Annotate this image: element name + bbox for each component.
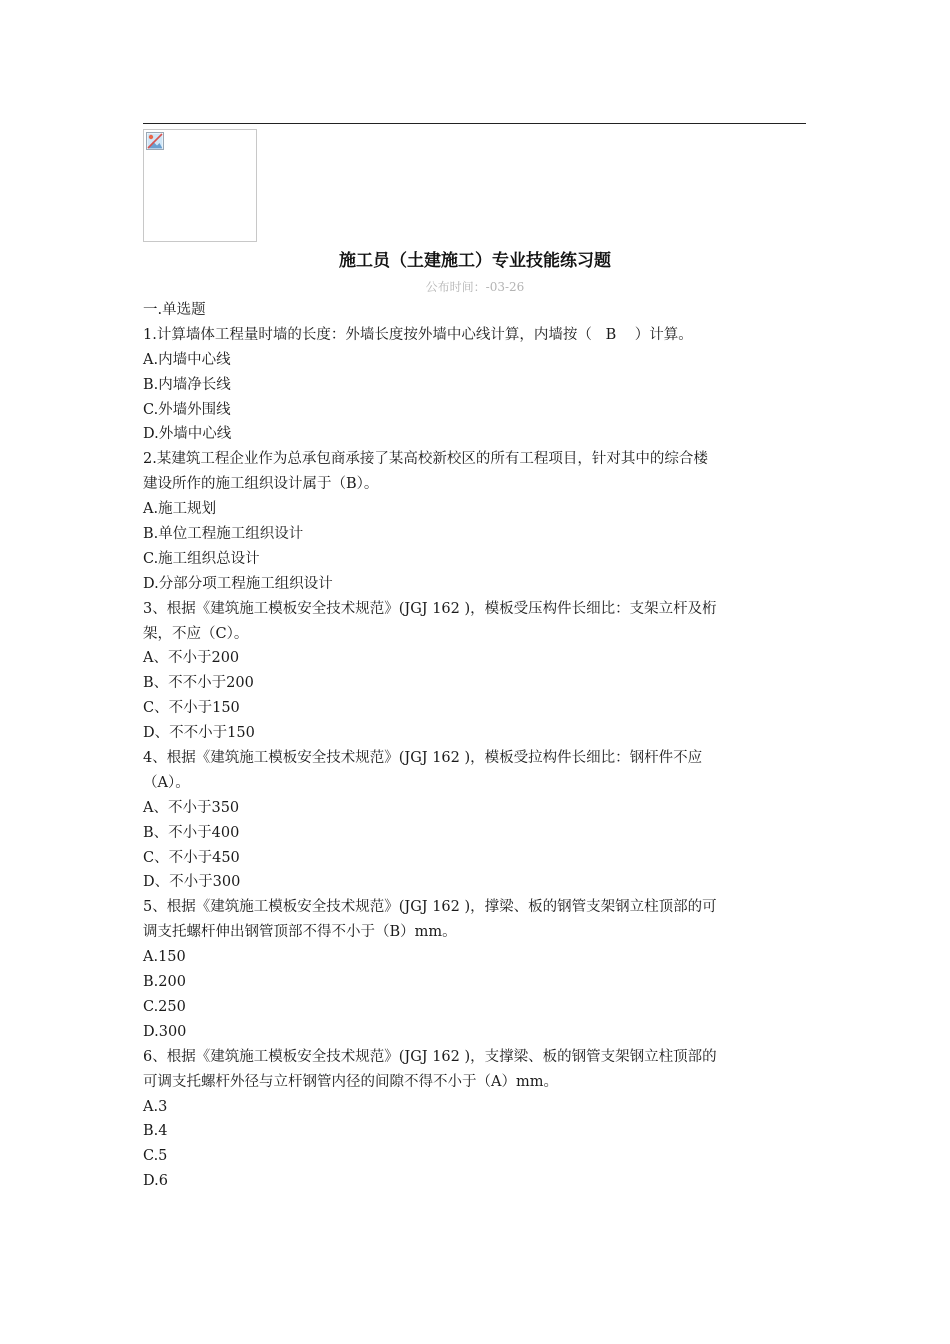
option-item: B、不不小于200 [143,675,254,692]
image-placeholder [143,129,257,242]
question-text: 1.计算墙体工程量时墙的长度：外墙长度按外墙中心线计算，内墙按（ B ）计算。 [143,326,693,343]
option-item: D、不不小于150 [143,725,255,742]
option-item: B.内墙净长线 [143,376,231,393]
option-item: D.300 [143,1023,187,1040]
question-text: 4、根据《建筑施工模板安全技术规范》(JGJ 162 )，模板受拉构件长细比：钢杆件不应 [143,750,703,767]
option-item: B、不小于400 [143,824,240,841]
question-text: 2.某建筑工程企业作为总承包商承接了某高校新校区的所有工程项目，针对其中的综合楼 [143,451,708,468]
option-item: D.分部分项工程施工组织设计 [143,575,333,592]
option-item: A.150 [143,949,186,966]
option-item: C、不小于450 [143,849,240,866]
question-text: 6、根据《建筑施工模板安全技术规范》(JGJ 162 )，支撑梁、板的钢管支架钢立柱顶部的 [143,1048,717,1065]
option-item: A.内墙中心线 [143,351,231,368]
question-text: 可调支托螺杆外径与立杆钢管内径的间隙不得不小于（A）mm。 [143,1073,558,1090]
document-title: 施工员（土建施工）专业技能练习题 [339,251,611,271]
option-item: A、不小于200 [143,650,240,667]
option-item: D.外墙中心线 [143,426,232,443]
question-text: 5、根据《建筑施工模板安全技术规范》(JGJ 162 )，撑梁、板的钢管支架钢立柱顶部的可 [143,899,717,916]
option-item: D.6 [143,1173,168,1190]
option-item: C.5 [143,1148,168,1165]
section-heading: 一.单选题 [143,302,206,318]
question-text: 建设所作的施工组织设计属于（B）。 [143,476,379,493]
header-rule [143,123,806,124]
option-item: C、不小于150 [143,700,240,717]
option-item: D、不小于300 [143,874,241,891]
option-item: A.3 [143,1098,168,1115]
option-item: C.外墙外围线 [143,401,231,418]
question-list [143,298,809,1194]
option-item: A.施工规划 [143,501,217,518]
option-item: B.单位工程施工组织设计 [143,526,304,543]
option-item: C.施工组织总设计 [143,550,260,567]
question-text: 调支托螺杆伸出钢管顶部不得不小于（B）mm。 [143,924,457,941]
question-text: （A）。 [143,774,190,791]
question-text: 3、根据《建筑施工模板安全技术规范》(JGJ 162 )，模板受压构件长细比：支架立杆及桁 [143,600,717,617]
question-text: 架，不应（C）。 [143,625,249,642]
broken-image-icon [146,132,164,150]
publish-time: 公布时间：-03-26 [425,280,525,294]
option-item: C.250 [143,998,186,1015]
option-item: B.200 [143,974,186,991]
option-item: A、不小于350 [143,799,240,816]
option-item: B.4 [143,1123,168,1140]
